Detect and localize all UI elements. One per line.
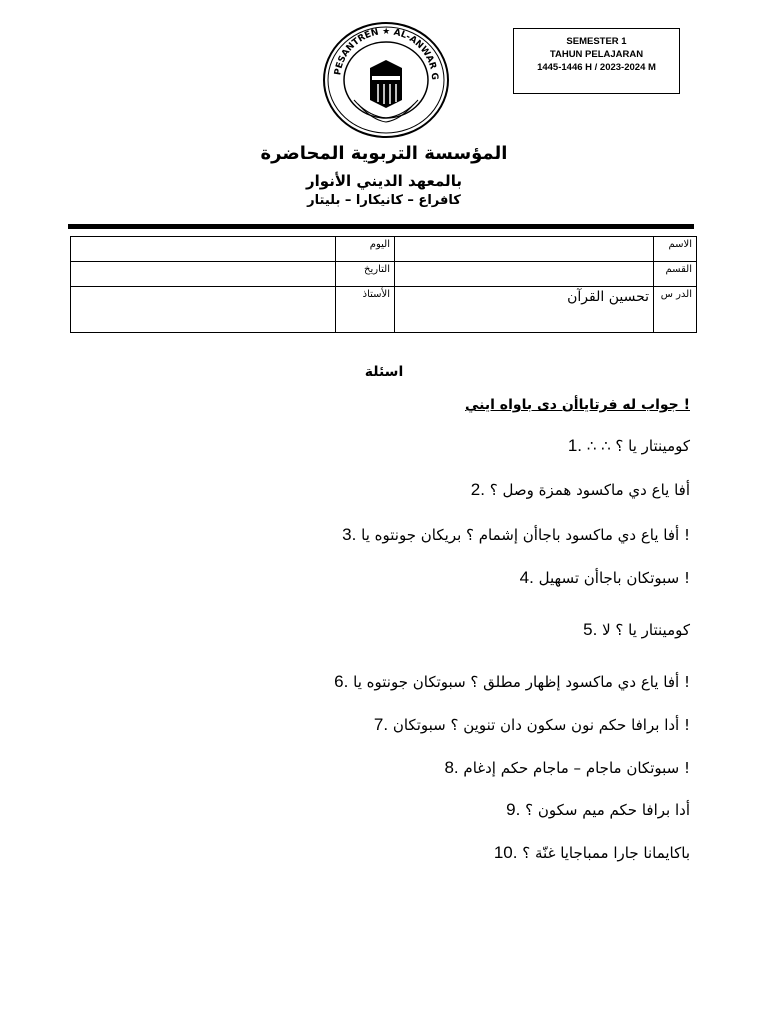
class-label: القسم bbox=[654, 262, 697, 287]
kaaba-seal-icon bbox=[318, 20, 454, 140]
day-label: اليوم bbox=[336, 237, 395, 262]
institution-subtitle: بالمعهد الديني الأنوار bbox=[306, 172, 462, 190]
question-number: .4 bbox=[519, 568, 534, 587]
questions-title: اسئلة bbox=[364, 364, 404, 380]
question-item bbox=[494, 843, 690, 863]
question-item bbox=[520, 568, 690, 588]
question-number: .10 bbox=[493, 843, 518, 862]
question-item bbox=[342, 525, 690, 545]
question-number: .8 bbox=[444, 758, 459, 777]
institution-location: كافراع – كانيكارا – بليتار bbox=[307, 193, 461, 208]
question-text: ! أفا ياع دي ماكسود باجاأن إشمام ؟ بريكان جونتوه يا bbox=[361, 526, 690, 544]
question-text: أفا ياع دي ماكسود همزة وصل ؟ bbox=[489, 481, 690, 499]
date-label: التاريخ bbox=[336, 262, 395, 287]
table-row bbox=[71, 262, 697, 287]
question-number: .5 bbox=[583, 620, 598, 639]
question-item bbox=[506, 800, 690, 820]
question-number: .2 bbox=[470, 480, 485, 499]
question-item bbox=[444, 758, 690, 778]
question-item bbox=[334, 672, 690, 692]
question-number: .3 bbox=[342, 525, 357, 544]
institution-title: المؤسسة التربوية المحاضرة bbox=[260, 143, 508, 164]
academic-year-label: TAHUN PELAJARAN bbox=[549, 49, 644, 60]
table-row bbox=[71, 287, 697, 333]
date-field[interactable] bbox=[71, 262, 336, 287]
question-text: كومينتار يا ؟ ∴ ∴ bbox=[586, 437, 690, 455]
class-field[interactable] bbox=[395, 262, 654, 287]
teacher-label: الأستاذ bbox=[336, 287, 395, 333]
lesson-value: تحسين القرآن bbox=[395, 287, 654, 333]
question-item bbox=[583, 620, 690, 640]
question-text: كومينتار يا ؟ لا bbox=[602, 621, 690, 639]
question-number: .7 bbox=[373, 715, 389, 734]
header-divider bbox=[68, 224, 694, 229]
name-field[interactable] bbox=[395, 237, 654, 262]
question-item bbox=[568, 436, 690, 456]
semester-box bbox=[513, 28, 680, 94]
question-text: ! أفا ياع دي ماكسود إظهار مطلق ؟ سبوتكان جونتوه يا bbox=[353, 673, 690, 691]
lesson-label: الدر س bbox=[654, 287, 697, 333]
question-number: .9 bbox=[506, 800, 521, 819]
questions-instruction: ! جواب له فرتاياأن دى باواه ايني bbox=[465, 397, 690, 413]
question-text: أدا برافا حكم ميم سكون ؟ bbox=[525, 801, 690, 819]
question-text: ! أدا برافا حكم نون سكون دان تنوين ؟ سبوتكان bbox=[392, 716, 690, 734]
school-logo bbox=[318, 20, 454, 140]
student-info-table bbox=[70, 236, 697, 333]
question-text: باكايمانا جارا ممباجايا غنّة ؟ bbox=[522, 844, 690, 862]
name-label: الاسم bbox=[654, 237, 697, 262]
semester-label: SEMESTER 1 bbox=[566, 36, 627, 47]
question-text: ! سبوتكان باجاأن تسهيل bbox=[538, 569, 690, 587]
table-row bbox=[71, 237, 697, 262]
day-field[interactable] bbox=[71, 237, 336, 262]
question-text: ! سبوتكان ماجام – ماجام حكم إدغام bbox=[463, 759, 690, 777]
question-item bbox=[374, 715, 690, 735]
question-number: .1 bbox=[567, 436, 583, 455]
academic-year-value: 1445-1446 H / 2023-2024 M bbox=[537, 62, 656, 73]
question-number: .6 bbox=[334, 672, 349, 691]
logo-ring-text: PESANTREN ★ AL-ANWAR G bbox=[333, 26, 440, 81]
question-item bbox=[471, 480, 690, 500]
teacher-field[interactable] bbox=[71, 287, 336, 333]
